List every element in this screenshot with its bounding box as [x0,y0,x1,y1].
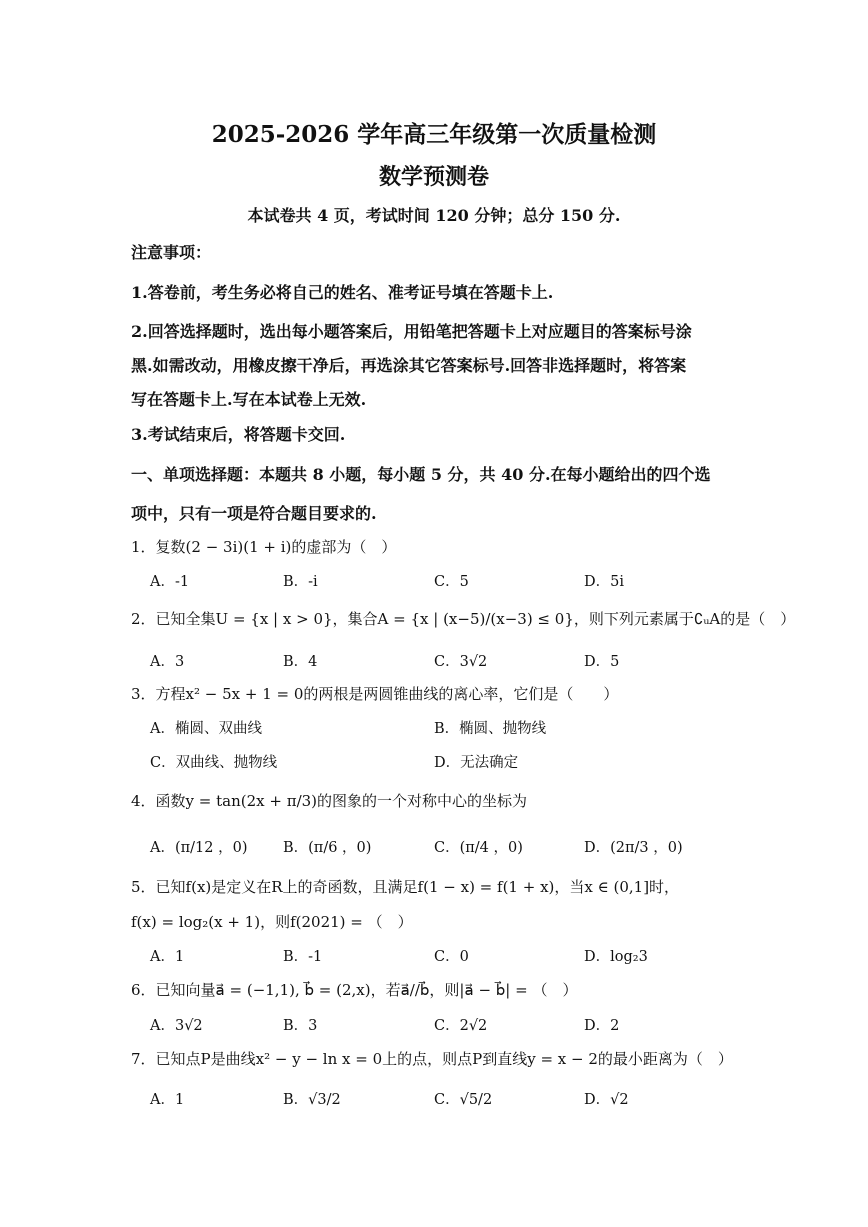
question-5-option-d: D．log₂3 [584,949,648,965]
question-6-option-b: B．3 [283,1018,318,1034]
exam-subtitle: 数学预测卷 [378,164,489,190]
question-3-option-c: C．双曲线、抛物线 [150,755,278,771]
question-1-option-c: C．5 [434,574,469,590]
question-7-stem: 7．已知点P是曲线x² − y − ln x = 0上的点，则点P到直线y = x − 2的最小距离为（ ） [131,1050,733,1068]
question-4-option-a: A．(π/12 ，0) [150,840,248,856]
question-7-option-a: A．1 [150,1092,185,1108]
question-6-option-d: D．2 [584,1018,620,1034]
question-2-stem: 2．已知全集U = {x | x > 0}，集合A = {x | (x−5)/(x−3) ≤ 0}，则下列元素属于∁ᵤA的是（ ） [131,610,796,628]
question-4-option-c: C．(π/4 ，0) [434,840,523,856]
question-2-option-c: C．3√2 [434,654,488,670]
question-7-option-b: B．√3/2 [283,1092,341,1108]
question-2-option-a: A．3 [150,654,185,670]
question-5-option-b: B．-1 [283,949,323,965]
question-3-option-a: A．椭圆、双曲线 [150,721,262,737]
exam-info: 本试卷共 4 页，考试时间 120 分钟；总分 150 分. [247,206,621,225]
question-6-stem: 6．已知向量a⃗ = (−1,1), b⃗ = (2,x)，若a⃗//b⃗，则|a⃗ − b⃗| = （ ） [131,981,578,999]
note-line-2: 2.回答选择题时，选出每小题答案后，用铅笔把答题卡上对应题目的答案标号涂 [131,322,692,341]
question-3-stem: 3．方程x² − 5x + 1 = 0的两根是两圆锥曲线的离心率，它们是（ ） [131,685,619,703]
notes-heading: 注意事项： [131,243,212,262]
question-7-option-d: D．√2 [584,1092,629,1108]
question-5-option-a: A．1 [150,949,185,965]
question-5-stem-line-2: f(x) = log₂(x + 1)，则f(2021) = （ ） [131,913,413,931]
question-1-option-d: D．5i [584,574,624,590]
note-line-4: 写在答题卡上.写在本试卷上无效. [131,390,367,409]
question-2-option-d: D．5 [584,654,620,670]
question-3-option-d: D．无法确定 [434,755,519,771]
question-2-option-b: B．4 [283,654,318,670]
question-6-option-c: C．2√2 [434,1018,488,1034]
note-line-3: 黑.如需改动，用橡皮擦干净后，再选涂其它答案标号.回答非选择题时，将答案 [131,356,687,375]
question-1-stem: 1．复数(2 − 3i)(1 + i)的虚部为（ ） [131,538,397,556]
question-4-option-d: D．(2π/3 ，0) [584,840,683,856]
question-3-option-b: B．椭圆、抛物线 [434,721,547,737]
section-heading-line-2: 项中，只有一项是符合题目要求的. [131,504,377,523]
question-1-option-b: B．-i [283,574,318,590]
question-6-option-a: A．3√2 [150,1018,203,1034]
question-4-option-b: B．(π/6 ，0) [283,840,372,856]
question-1-option-a: A．-1 [150,574,190,590]
exam-title: 2025-2026 学年高三年级第一次质量检测 [211,121,657,148]
question-4-stem: 4．函数y = tan(2x + π/3)的图象的一个对称中心的坐标为 [131,792,528,810]
note-line-1: 1.答卷前，考生务必将自己的姓名、准考证号填在答题卡上. [131,283,554,302]
question-7-option-c: C．√5/2 [434,1092,493,1108]
question-5-stem: 5．已知f(x)是定义在R上的奇函数，且满足f(1 − x) = f(1 + x)，当x ∈ (0,1]时， [131,878,680,896]
note-line-5: 3.考试结束后，将答题卡交回. [131,425,346,444]
section-heading-line-1: 一、单项选择题：本题共 8 小题，每小题 5 分，共 40 分.在每小题给出的四个选 [131,465,711,484]
question-5-option-c: C．0 [434,949,469,965]
